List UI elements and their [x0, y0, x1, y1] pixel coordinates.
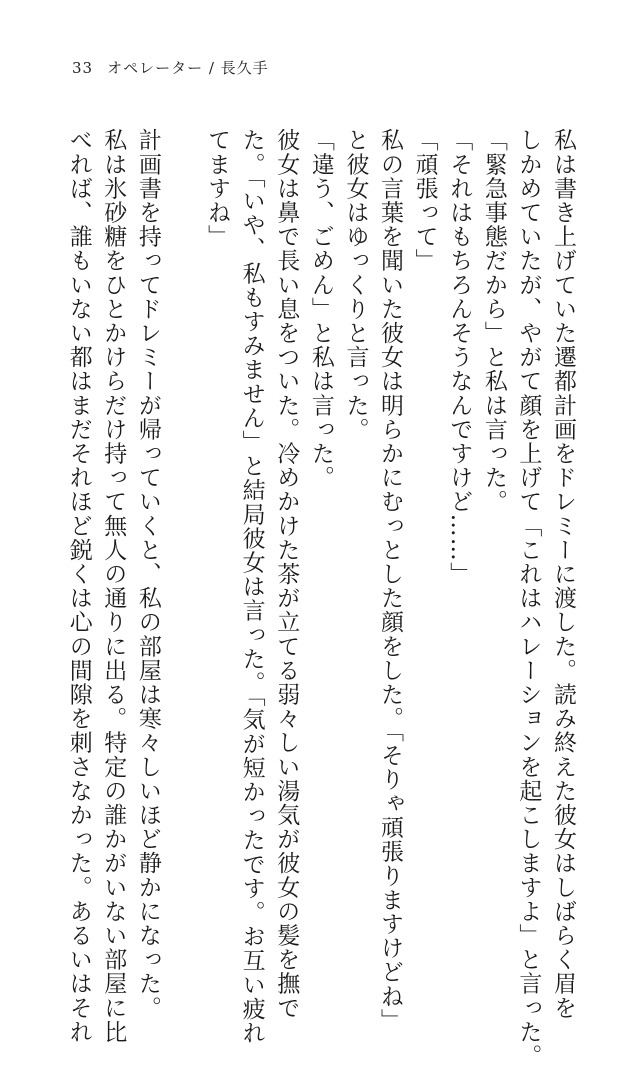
text-column: 「それはもちろんそうなんですけど……」 [446, 128, 473, 586]
text-column: 私は書き上げていた遷都計画をドレミーに渡した。読み終えた彼女はしばらく眉を [550, 128, 576, 1020]
text-column: と彼女はゆっくりと言った。 [342, 128, 369, 442]
text-column: てますね」 [204, 128, 231, 249]
running-header [72, 57, 269, 78]
blank-column [165, 128, 200, 870]
text-column: しかめていたが、やがて顔を上げて「これはハレーションを起こしますよ」と言った。 [515, 128, 542, 1068]
page-number: 33 [72, 59, 94, 77]
text-column: 「緊急事態だから」と私は言った。 [480, 128, 507, 514]
text-column: た。「いや、私もすみません」と結局彼女は言った。「気が短かったです。お互い疲れ [238, 128, 265, 1045]
text-column: 「頑張って」 [411, 128, 438, 273]
chapter-title: オペレーター / 長久手 [107, 59, 269, 77]
text-column: べれば、誰もいない都はまだそれほど鋭くは心の間隙を刺さなかった。あるいはそれ [65, 128, 92, 1044]
text-column: 私は氷砂糖をひとかけらだけ持って無人の通りに出る。特定の誰かがいない部屋に比 [100, 128, 127, 1044]
text-column: 彼女は鼻で長い息をついた。冷めかけた茶が立てる弱々しい湯気が彼女の髪を撫で [273, 128, 300, 1020]
text-column: 「違う、ごめん」と私は言った。 [307, 128, 334, 490]
text-column: 計画書を持ってドレミーが帰っていくと、私の部屋は寒々しいほど静かになった。 [134, 128, 161, 1020]
vertical-body-text [61, 128, 580, 1068]
text-column: 私の言葉を聞いた彼女は明らかにむっとした顔をした。「そりゃ頑張りますけどね」 [377, 128, 404, 1033]
